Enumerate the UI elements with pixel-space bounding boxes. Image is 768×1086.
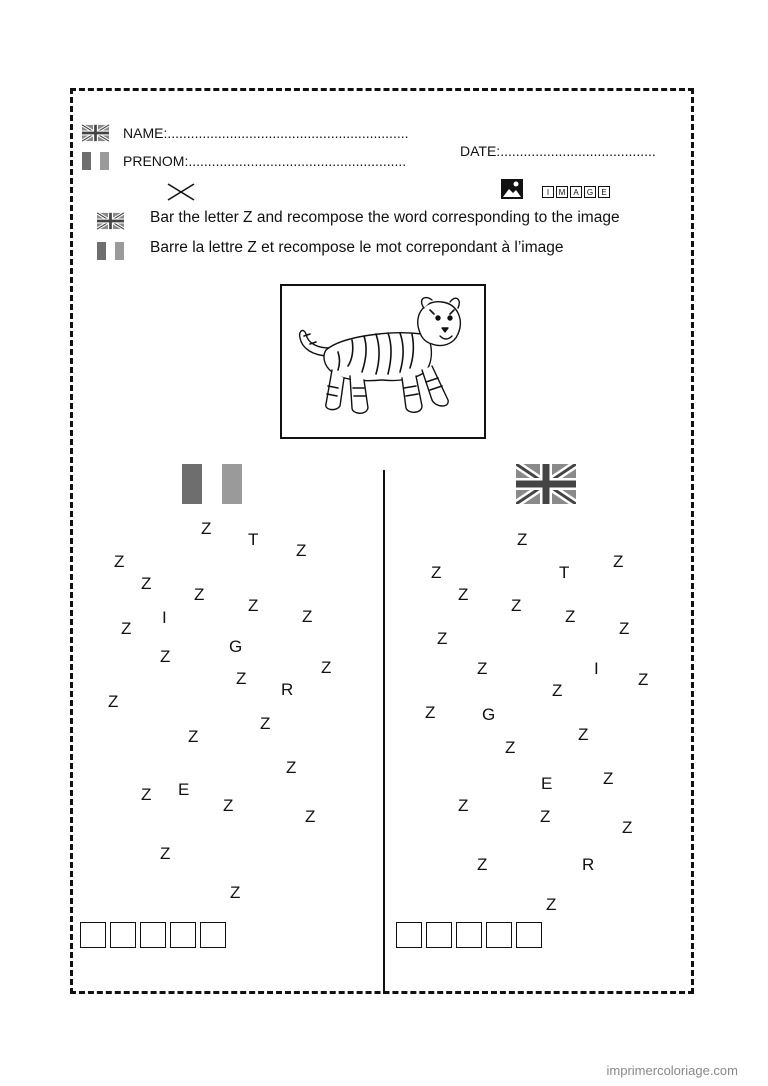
uk-flag-large-icon xyxy=(516,464,576,504)
left-letter[interactable]: Z xyxy=(302,607,313,626)
left-letter[interactable]: Z xyxy=(223,796,234,815)
tiger-illustration-icon xyxy=(282,286,484,437)
answer-box[interactable] xyxy=(486,922,512,948)
right-letter[interactable]: Z xyxy=(565,607,576,626)
right-letter[interactable]: Z xyxy=(619,619,630,638)
left-letter[interactable]: Z xyxy=(194,585,205,604)
image-word-label xyxy=(542,186,612,198)
right-letter[interactable]: Z xyxy=(622,818,633,837)
right-letter[interactable]: I xyxy=(594,659,599,678)
column-divider xyxy=(383,470,385,994)
instruction-french: Barre la lettre Z et recompose le mot correpondant à l’image xyxy=(150,239,564,256)
image-letter: G xyxy=(584,186,596,198)
name-field: NAME:.............................................................. xyxy=(123,125,409,141)
answer-box[interactable] xyxy=(170,922,196,948)
image-letter: A xyxy=(570,186,582,198)
france-flag-large-icon xyxy=(182,464,242,504)
site-footer[interactable]: imprimercoloriage.com xyxy=(606,1063,738,1078)
right-letter[interactable]: Z xyxy=(425,703,436,722)
right-letter[interactable]: Z xyxy=(505,738,516,757)
left-letter[interactable]: Z xyxy=(188,727,199,746)
left-letter[interactable]: Z xyxy=(160,844,171,863)
left-letter[interactable]: Z xyxy=(260,714,271,733)
right-letter[interactable]: Z xyxy=(540,807,551,826)
uk-flag-icon xyxy=(82,124,109,142)
france-flag-icon xyxy=(97,242,124,260)
right-letter[interactable]: R xyxy=(582,855,595,874)
left-letter[interactable]: Z xyxy=(141,574,152,593)
left-letter[interactable]: G xyxy=(229,637,243,656)
left-letter[interactable]: Z xyxy=(286,758,297,777)
left-letter[interactable]: Z xyxy=(236,669,247,688)
left-letter[interactable]: Z xyxy=(108,692,119,711)
image-letter: E xyxy=(598,186,610,198)
image-letter: I xyxy=(542,186,554,198)
image-letter: M xyxy=(556,186,568,198)
right-letter[interactable]: Z xyxy=(638,670,649,689)
scissors-icon xyxy=(166,182,196,202)
right-letter[interactable]: Z xyxy=(437,629,448,648)
right-letter[interactable]: Z xyxy=(603,769,614,788)
right-letter[interactable]: Z xyxy=(431,563,442,582)
france-flag-icon xyxy=(82,152,109,170)
right-letter[interactable]: Z xyxy=(578,725,589,744)
left-letter[interactable]: Z xyxy=(321,658,332,677)
right-letter[interactable]: T xyxy=(559,563,570,582)
right-letter[interactable]: Z xyxy=(458,585,469,604)
instruction-english: Bar the letter Z and recompose the word corresponding to the image xyxy=(150,209,620,226)
uk-flag-icon xyxy=(97,212,124,230)
left-letter[interactable]: Z xyxy=(296,541,307,560)
right-letter[interactable]: G xyxy=(482,705,496,724)
answer-box[interactable] xyxy=(396,922,422,948)
left-letter[interactable]: Z xyxy=(201,519,212,538)
left-letter[interactable]: Z xyxy=(248,596,259,615)
right-letter[interactable]: Z xyxy=(546,895,557,914)
left-letter[interactable]: R xyxy=(281,680,294,699)
left-letter[interactable]: Z xyxy=(230,883,241,902)
right-letter[interactable]: Z xyxy=(458,796,469,815)
prenom-field: PRENOM:........................................................ xyxy=(123,153,407,169)
left-letter[interactable]: T xyxy=(248,530,259,549)
left-letter[interactable]: Z xyxy=(160,647,171,666)
answer-box[interactable] xyxy=(140,922,166,948)
left-letter[interactable]: Z xyxy=(305,807,316,826)
left-letter[interactable]: I xyxy=(162,608,167,627)
right-letter[interactable]: Z xyxy=(477,855,488,874)
image-icon xyxy=(500,178,524,200)
left-letter[interactable]: E xyxy=(178,780,190,799)
right-letter[interactable]: E xyxy=(541,774,553,793)
answer-box[interactable] xyxy=(80,922,106,948)
answer-box[interactable] xyxy=(516,922,542,948)
left-letter[interactable]: Z xyxy=(114,552,125,571)
answer-boxes-english xyxy=(396,922,546,948)
right-letter[interactable]: Z xyxy=(511,596,522,615)
date-field: DATE:........................................ xyxy=(460,143,656,159)
answer-box[interactable] xyxy=(200,922,226,948)
left-letter[interactable]: Z xyxy=(121,619,132,638)
right-letter[interactable]: Z xyxy=(552,681,563,700)
answer-box[interactable] xyxy=(110,922,136,948)
answer-box[interactable] xyxy=(456,922,482,948)
right-letter[interactable]: Z xyxy=(613,552,624,571)
answer-boxes-french xyxy=(80,922,230,948)
right-letter[interactable]: Z xyxy=(517,530,528,549)
answer-box[interactable] xyxy=(426,922,452,948)
tiger-picture xyxy=(280,284,486,439)
left-letter[interactable]: Z xyxy=(141,785,152,804)
right-letter[interactable]: Z xyxy=(477,659,488,678)
